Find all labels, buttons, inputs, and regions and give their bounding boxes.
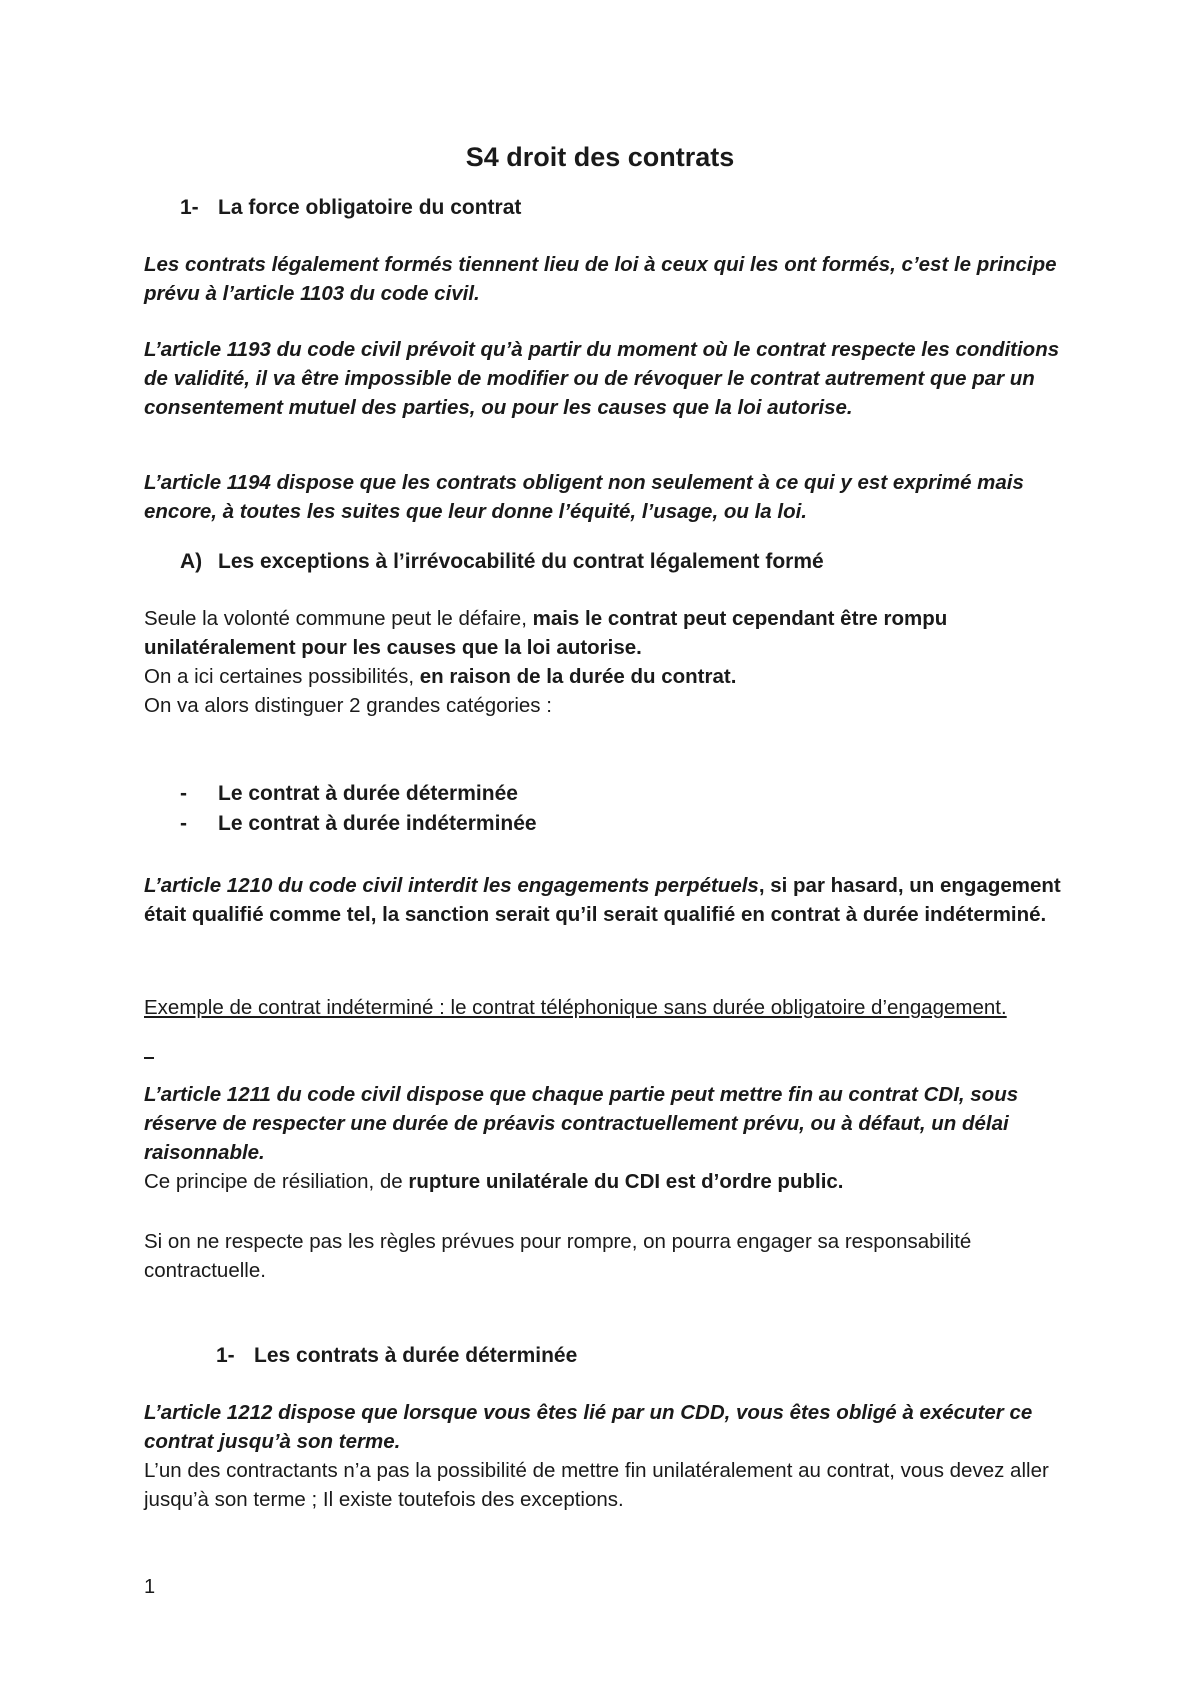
text-run: L’un des contractants n’a pas la possibilité de mettre fin unilatéralement au contrat, vous devez aller jusqu’à son terme ; Il existe toutefois des exceptions. [144,1459,1049,1511]
list-item-text: Le contrat à durée déterminée [218,782,518,805]
section-label: Les contrats à durée déterminée [254,1344,578,1367]
list-item-text: Le contrat à durée indéterminée [218,812,537,835]
text-run: Ce principe de résiliation, de [144,1170,409,1193]
paragraph-article-1194: L’article 1194 dispose que les contrats obligent non seulement à ce qui y est exprimé mais encore, à toutes les suites que leur donne l’équité, l’usage, ou la loi. [144,471,1024,523]
text-run-bold: en raison de la durée du contrat. [419,665,737,688]
section-number: 1- [216,1344,235,1367]
section-number: A) [180,550,203,573]
list-item [180,779,537,809]
empty-underlined-line [144,1057,154,1059]
section-heading-2 [216,1344,577,1368]
paragraph-article-1211 [144,1080,1064,1196]
text-run-bold: rupture unilatérale du CDI est d’ordre public. [408,1170,844,1193]
paragraph-article-1193: L’article 1193 du code civil prévoit qu’à partir du moment où le contrat respecte les conditions de validité, il va être impossible de modifier ou de révoquer le contrat autrement que par un consentement mutuel des parties, ou pour les causes que la loi autorise. [144,338,1060,419]
section-heading-a [180,550,824,574]
paragraph-article-1212 [144,1398,1064,1514]
page-number: 1 [144,1576,156,1598]
text-run: On a ici certaines possibilités, [144,665,420,688]
paragraph-responsibility: Si on ne respecte pas les règles prévues pour rompre, on pourra engager sa responsabilité contractuelle. [144,1230,972,1282]
text-run: On va alors distinguer 2 grandes catégories : [144,694,552,717]
paragraph-article-1103: Les contrats légalement formés tiennent lieu de loi à ceux qui les ont formés, c’est le principe prévu à l’article 1103 du code civil. [144,253,1057,305]
section-heading-1 [180,196,521,220]
page-title: S4 droit des contrats [465,142,735,172]
text-run-bold-italic: L’article 1212 dispose que lorsque vous êtes lié par un CDD, vous êtes obligé à exécuter ce contrat jusqu’à son terme. [144,1401,1033,1453]
text-run-bold: , si par hasard, un engagement était qualifié comme tel, la sanction serait qu’il serait qualifié en contrat à durée indéterminé. [144,874,1061,926]
text-run-bold-italic: L’article 1211 du code civil dispose que chaque partie peut mettre fin au contrat CDI, sous réserve de respecter une durée de préavis contractuellement prévu, ou à défaut, un délai raisonnable. [144,1083,1019,1164]
bullet-dash: - [180,782,187,805]
section-number: 1- [180,196,199,219]
paragraph-example: Exemple de contrat indéterminé : le contrat téléphonique sans durée obligatoire d’engagement. [144,996,1007,1019]
paragraph-exceptions [144,604,1064,720]
text-run-bold: mais le contrat peut cependant être rompu unilatéralement pour les causes que la loi autorise. [144,607,948,659]
text-run: Seule la volonté commune peut le défaire, [144,607,533,630]
paragraph-article-1210 [144,871,1064,929]
list-item [180,809,537,839]
category-list [180,779,537,839]
section-label: Les exceptions à l’irrévocabilité du contrat légalement formé [218,550,824,573]
bullet-dash: - [180,812,187,835]
text-run-bold-italic: L’article 1210 du code civil interdit les engagements perpétuels [144,874,759,897]
section-label: La force obligatoire du contrat [218,196,522,219]
